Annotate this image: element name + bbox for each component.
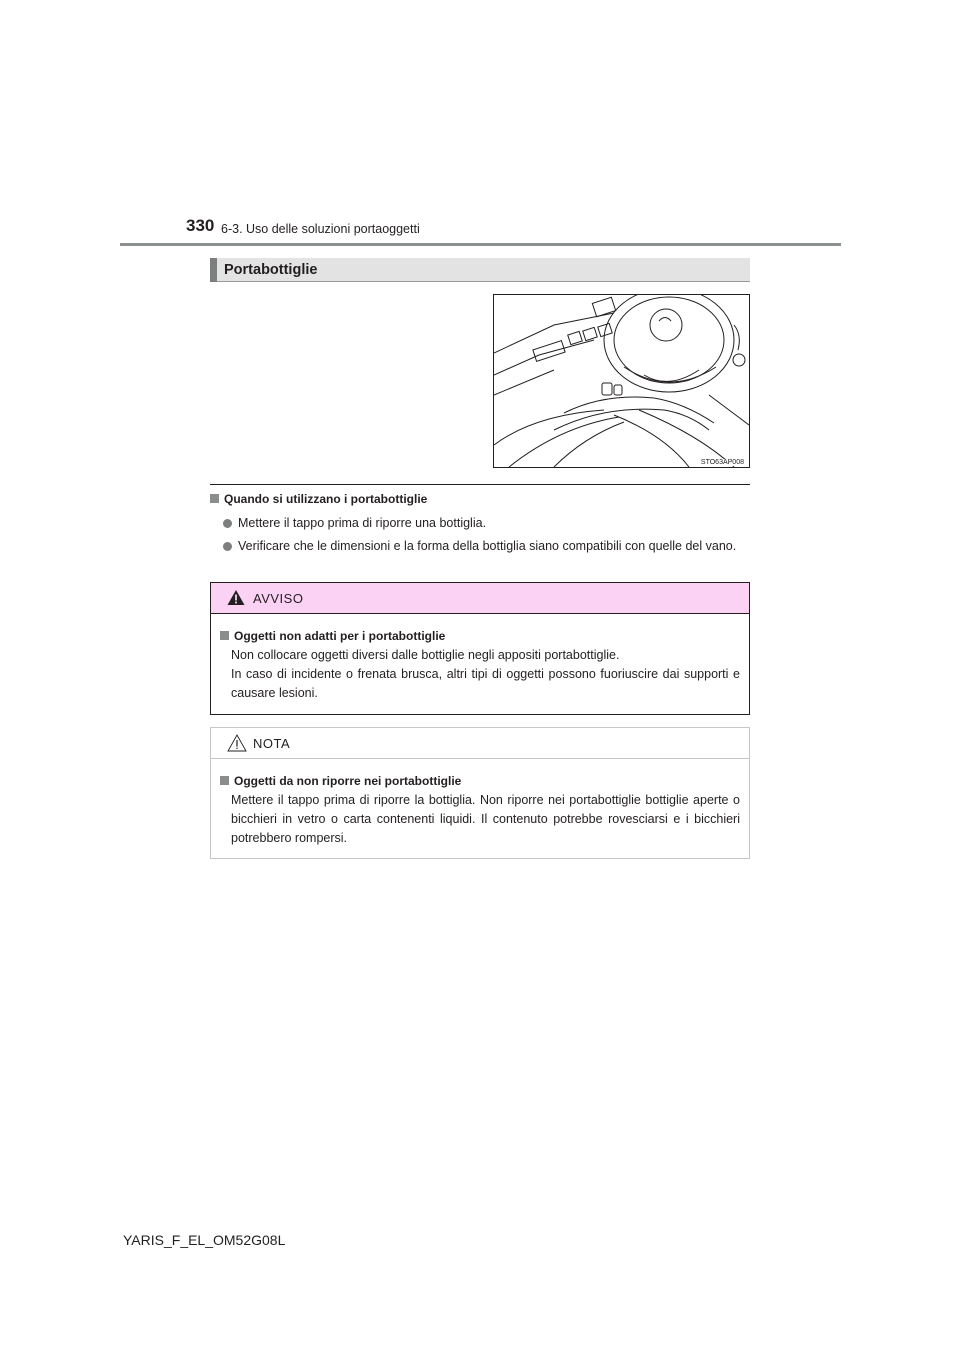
page-number: 330: [186, 216, 215, 235]
warning-triangle-icon: [227, 589, 245, 606]
header-rule: [120, 243, 841, 246]
dashboard-drawing: [494, 295, 749, 467]
bullet-dot-icon: [223, 542, 232, 551]
warning-body: [211, 614, 749, 703]
section-heading-bar: [210, 258, 750, 282]
warning-title: AVVISO: [253, 591, 304, 606]
note-box: [210, 727, 750, 859]
warning-subheading: Oggetti non adatti per i portabottiglie: [220, 627, 740, 646]
figure-code: STO63AP008: [700, 459, 744, 466]
list-item: Mettere il tappo prima di riporre una bottiglia.: [223, 514, 750, 532]
square-bullet-icon: [220, 776, 229, 785]
square-bullet-icon: [210, 494, 219, 503]
note-text: Mettere il tappo prima di riporre la bottiglia. Non riporre nei portabottiglie bottiglie aperte o bicchieri in vetro o carta contenenti liquidi. Il contenuto potrebbe rovesciarsi e i bicchieri potrebbero rompersi.: [231, 793, 740, 845]
warning-header: [211, 583, 749, 614]
content-divider: [210, 484, 750, 485]
note-body: [211, 759, 749, 848]
note-header: [211, 728, 749, 759]
info-bullet-list: [223, 514, 750, 560]
warning-line: In caso di incidente o frenata brusca, altri tipi di oggetti possono fuoriuscire dai supporti e causare lesioni.: [231, 667, 740, 700]
section-title: 6-3. Uso delle soluzioni portaoggetti: [221, 222, 420, 236]
bottle-holder-illustration: [493, 294, 750, 468]
warning-line: Non collocare oggetti diversi dalle bottiglie negli appositi portabottiglie.: [231, 648, 620, 662]
caution-triangle-icon: [227, 734, 247, 752]
warning-box: [210, 582, 750, 715]
section-heading-accent: [210, 258, 217, 282]
section-heading: Portabottiglie: [224, 262, 318, 278]
list-item: Verificare che le dimensioni e la forma della bottiglia siano compatibili con quelle del vano.: [223, 537, 750, 555]
info-heading: Quando si utilizzano i portabottiglie: [210, 492, 427, 506]
note-title: NOTA: [253, 736, 291, 751]
square-bullet-icon: [220, 631, 229, 640]
footer-model-code: YARIS_F_EL_OM52G08L: [123, 1232, 286, 1248]
note-subheading: Oggetti da non riporre nei portabottiglie: [220, 772, 740, 791]
bullet-dot-icon: [223, 519, 232, 528]
